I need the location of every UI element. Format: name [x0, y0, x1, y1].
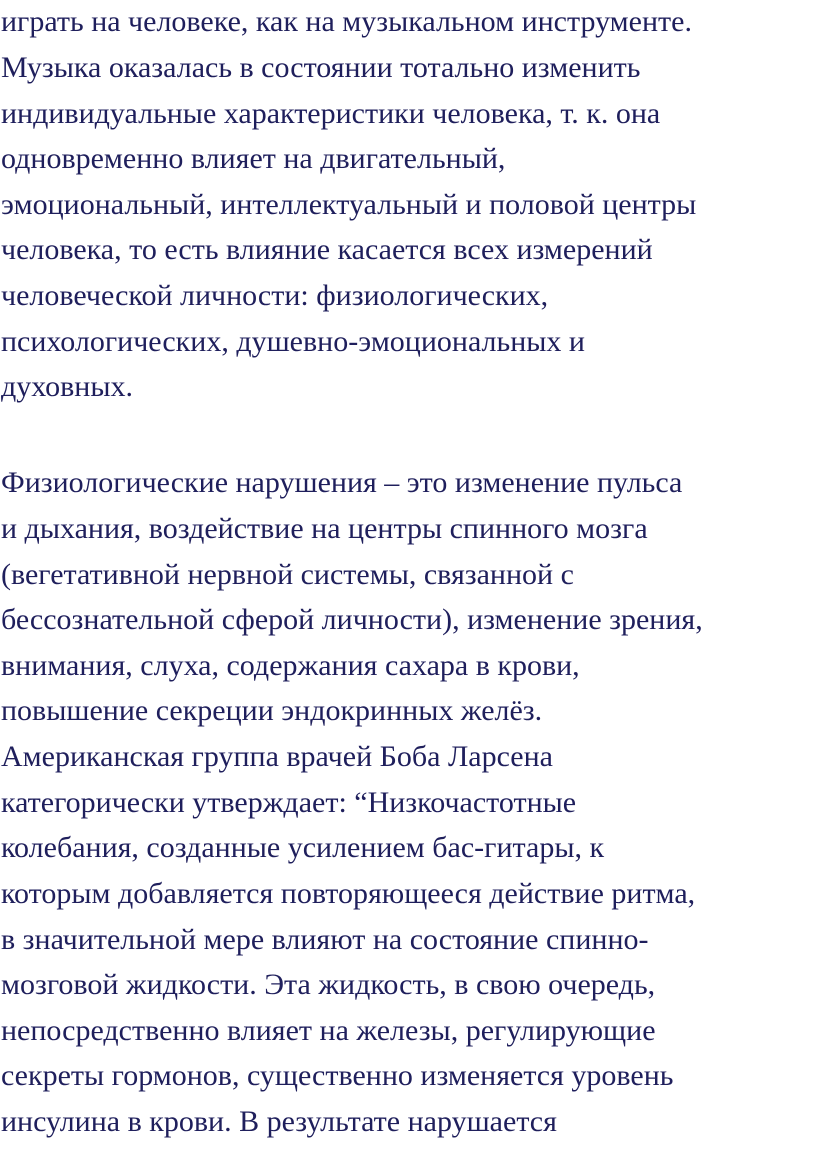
paragraph-1-line-6: человека, то есть влияние касается всех измерений — [1, 233, 653, 266]
paragraph-1-line-8: психологических, душевно-эмоциональных и — [1, 325, 585, 358]
paragraph-2-line-10: которым добавляется повторяющееся действие ритма, — [1, 877, 696, 910]
paragraph-1-line-3: индивидуальные характеристики человека, т. к. она — [1, 97, 661, 130]
paragraph-2-line-14: секреты гормонов, существенно изменяется уровень — [1, 1059, 674, 1092]
paragraph-1-line-7: человеческой личности: физиологических, — [1, 279, 549, 312]
paragraph-2-line-1: Физиологические нарушения – это изменение пульса — [1, 466, 683, 499]
paragraph-2-line-8: категорически утверждает: “Низкочастотные — [1, 786, 577, 819]
paragraph-2-line-2: и дыхания, воздействие на центры спинного мозга — [1, 512, 648, 545]
paragraph-1-line-1: играть на человеке, как на музыкальном инструменте. — [1, 5, 692, 38]
paragraph-1-line-2: Музыка оказалась в состоянии тотально изменить — [1, 51, 641, 84]
paragraph-2-line-6: повышение секреции эндокринных желёз. — [1, 694, 543, 727]
paragraph-2-line-7: Американская группа врачей Боба Ларсена — [1, 740, 553, 773]
paragraph-2-line-15: инсулина в крови. В результате нарушается — [1, 1105, 557, 1138]
paragraph-2-line-9: колебания, созданные усилением бас-гитары, к — [1, 831, 605, 864]
paragraph-1-line-5: эмоциональный, интеллектуальный и половой центры — [1, 188, 697, 221]
paragraph-2-line-13: непосредственно влияет на железы, регулирующие — [1, 1014, 656, 1047]
paragraph-2-line-11: в значительной мере влияют на состояние спинно- — [1, 923, 649, 956]
paragraph-2-line-12: мозговой жидкости. Эта жидкость, в свою очередь, — [1, 968, 656, 1001]
paragraph-1-line-9: духовных. — [1, 370, 133, 403]
paragraph-2-line-4: бессознательной сферой личности), изменение зрения, — [1, 603, 703, 636]
paragraph-2-line-5: внимания, слуха, содержания сахара в крови, — [1, 649, 580, 682]
paragraph-1-line-4: одновременно влияет на двигательный, — [1, 142, 506, 175]
paragraph-2-line-3: (вегетативной нервной системы, связанной с — [1, 558, 574, 591]
